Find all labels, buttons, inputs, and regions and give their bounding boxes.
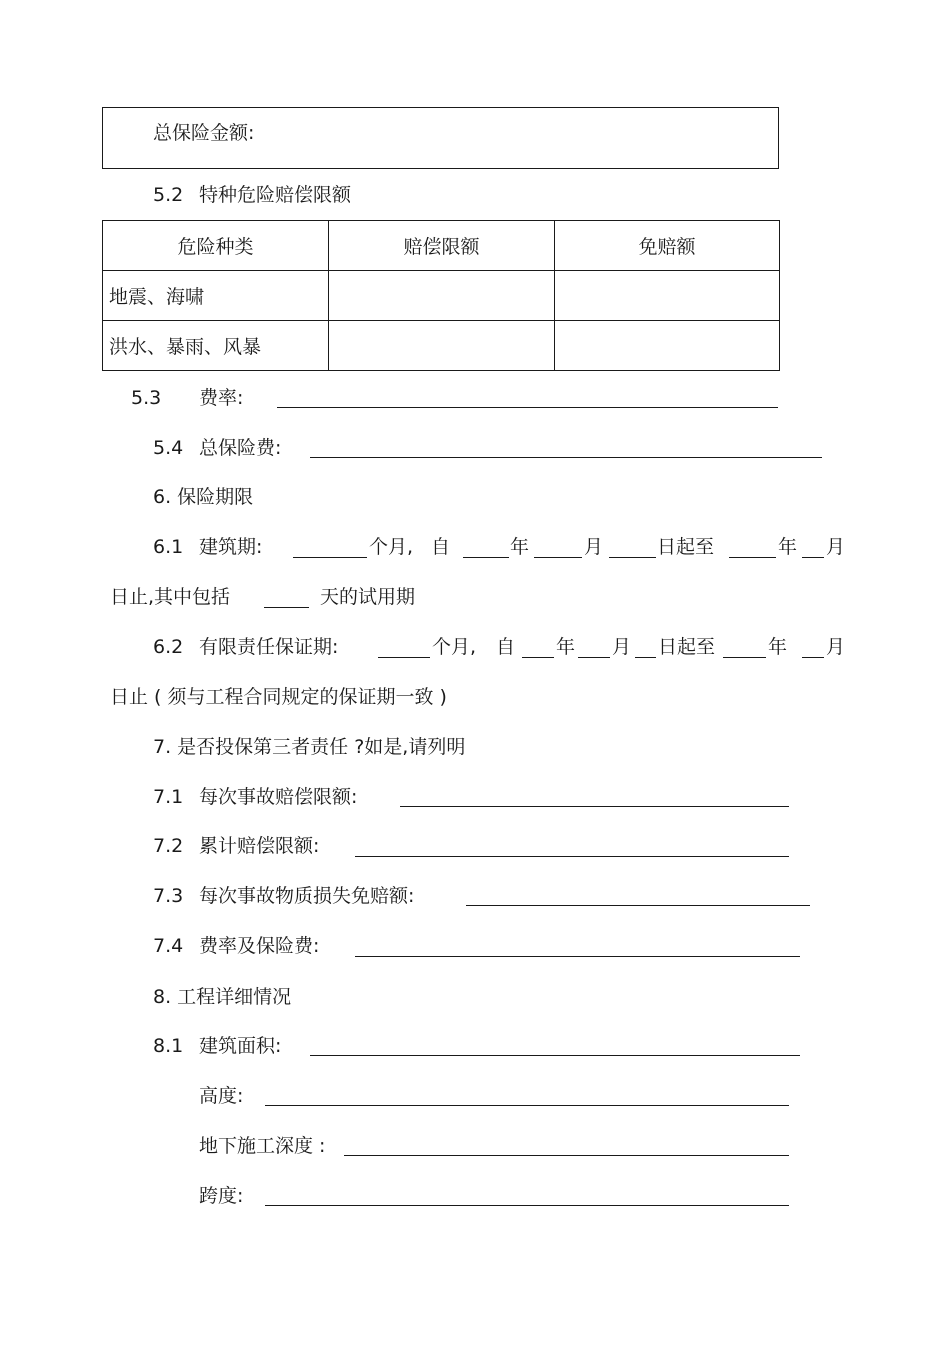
height-blank[interactable] xyxy=(265,1105,789,1106)
warranty-period-label: 有限责任保证期: xyxy=(199,636,339,658)
deductible-cell[interactable] xyxy=(555,321,780,371)
warranty-from-text: 自 xyxy=(496,636,516,658)
warranty-end-month-text: 月 xyxy=(826,636,846,658)
aggregate-limit-label: 累计赔偿限额: xyxy=(199,835,320,857)
warranty-start-text: 日起至 xyxy=(658,636,716,658)
total-insured-label: 总保险金额: xyxy=(153,122,255,144)
aggregate-limit-blank[interactable] xyxy=(355,856,789,857)
rate-and-premium-blank[interactable] xyxy=(355,956,800,957)
height-label: 高度: xyxy=(199,1085,244,1107)
warranty-start-day-blank[interactable] xyxy=(635,657,656,658)
compensation-limit-cell[interactable] xyxy=(329,321,555,371)
deductible-cell[interactable] xyxy=(555,271,780,321)
section-8-1-number: 8.1 xyxy=(153,1035,184,1057)
total-premium-blank[interactable] xyxy=(310,457,822,458)
section-7-3-number: 7.3 xyxy=(153,885,184,907)
construction-from-text: 自 xyxy=(431,536,451,558)
section-6-title: 6. 保险期限 xyxy=(153,486,254,508)
warranty-month-text: 个月, xyxy=(432,636,477,658)
building-area-label: 建筑面积: xyxy=(199,1035,282,1057)
warranty-start-year-blank[interactable] xyxy=(522,657,554,658)
compensation-limit-cell[interactable] xyxy=(329,271,555,321)
warranty-year-text: 年 xyxy=(556,636,576,658)
underground-depth-label: 地下施工深度 : xyxy=(199,1135,326,1157)
warranty-end-year-text: 年 xyxy=(768,636,788,658)
construction-end-year-blank[interactable] xyxy=(729,557,776,558)
rate-blank[interactable] xyxy=(277,407,778,408)
table-header-row xyxy=(103,221,780,271)
span-label: 跨度: xyxy=(199,1185,244,1207)
construction-start-text: 日起至 xyxy=(657,536,715,558)
warranty-months-blank[interactable] xyxy=(378,657,430,658)
section-7-4-number: 7.4 xyxy=(153,935,184,957)
section-5-2-number: 5.2 xyxy=(153,184,184,206)
construction-period-label: 建筑期: xyxy=(199,536,263,558)
section-8-title: 8. 工程详细情况 xyxy=(153,986,292,1008)
section-7-title: 7. 是否投保第三者责任 ?如是,请列明 xyxy=(153,736,466,758)
total-premium-label: 总保险费: xyxy=(199,437,282,459)
warranty-line2: 日止 ( 须与工程合同规定的保证期一致 ) xyxy=(110,686,447,708)
rate-and-premium-label: 费率及保险费: xyxy=(199,935,320,957)
section-7-1-number: 7.1 xyxy=(153,786,184,808)
construction-month-text: 个月, xyxy=(369,536,414,558)
risk-type-cell: 地震、海啸 xyxy=(103,271,329,321)
section-5-2-title: 特种危险赔偿限额 xyxy=(199,184,352,206)
property-deductible-blank[interactable] xyxy=(466,905,810,906)
warranty-end-month-blank[interactable] xyxy=(802,657,824,658)
section-6-1-number: 6.1 xyxy=(153,536,184,558)
header-deductible: 免赔额 xyxy=(555,221,780,271)
header-risk-type: 危险种类 xyxy=(103,221,329,271)
construction-end-month-text: 月 xyxy=(826,536,846,558)
span-blank[interactable] xyxy=(265,1205,789,1206)
construction-end-year-text: 年 xyxy=(778,536,798,558)
construction-start-year-blank[interactable] xyxy=(463,557,509,558)
rate-label: 费率: xyxy=(199,387,244,409)
construction-line2-b: 天的试用期 xyxy=(320,586,416,608)
section-5-3-number: 5.3 xyxy=(131,387,162,409)
warranty-start-month-blank[interactable] xyxy=(578,657,610,658)
warranty-month-unit: 月 xyxy=(612,636,632,658)
construction-month-unit: 月 xyxy=(584,536,604,558)
property-deductible-label: 每次事故物质损失免赔额: xyxy=(199,885,415,907)
trial-days-blank[interactable] xyxy=(264,607,309,608)
construction-year-text: 年 xyxy=(510,536,530,558)
section-5-4-number: 5.4 xyxy=(153,437,184,459)
construction-line2-a: 日止,其中包括 xyxy=(110,586,231,608)
construction-end-month-blank[interactable] xyxy=(802,557,824,558)
table-row xyxy=(103,321,780,371)
table-row xyxy=(103,271,780,321)
building-area-blank[interactable] xyxy=(310,1055,800,1056)
warranty-end-year-blank[interactable] xyxy=(723,657,766,658)
risk-type-cell: 洪水、暴雨、风暴 xyxy=(103,321,329,371)
underground-depth-blank[interactable] xyxy=(344,1155,789,1156)
section-7-2-number: 7.2 xyxy=(153,835,184,857)
per-accident-limit-blank[interactable] xyxy=(400,806,789,807)
per-accident-limit-label: 每次事故赔偿限额: xyxy=(199,786,358,808)
special-risk-table xyxy=(102,220,780,371)
construction-start-day-blank[interactable] xyxy=(609,557,656,558)
header-compensation-limit: 赔偿限额 xyxy=(329,221,555,271)
section-6-2-number: 6.2 xyxy=(153,636,184,658)
construction-start-month-blank[interactable] xyxy=(534,557,582,558)
construction-months-blank[interactable] xyxy=(293,557,367,558)
